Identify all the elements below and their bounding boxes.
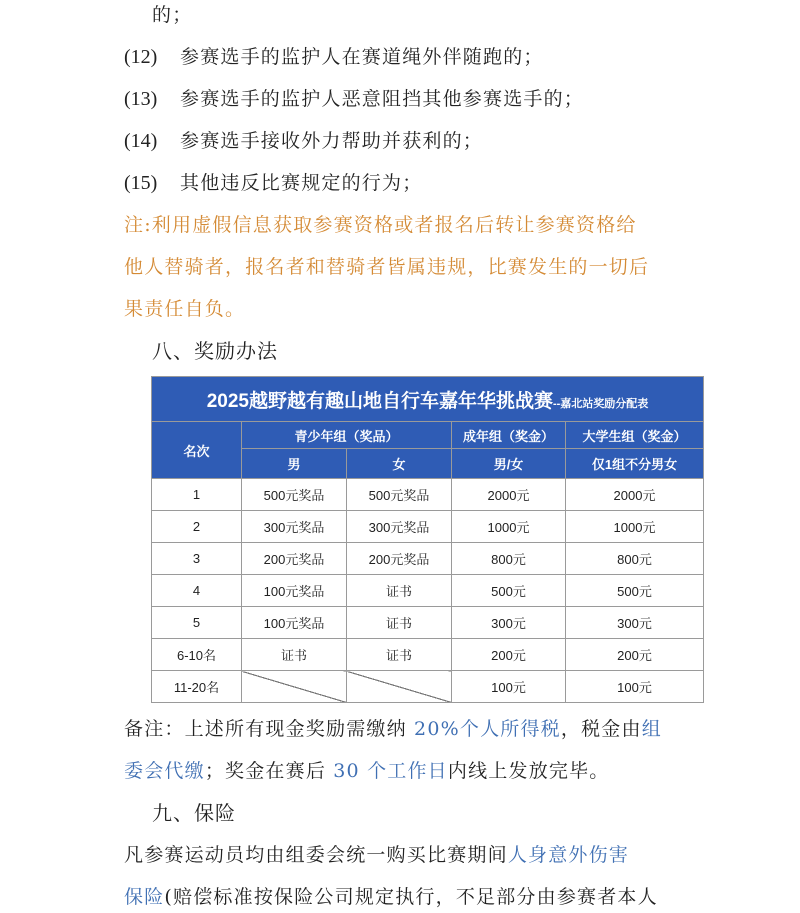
cell-male-empty-diagonal bbox=[242, 671, 347, 703]
remark-tax-highlight: 20%个人所得税 bbox=[414, 718, 561, 740]
item-number: (13) bbox=[124, 88, 158, 110]
subheader-adult: 男/女 bbox=[452, 449, 566, 479]
award-table-title bbox=[152, 377, 704, 422]
item-text: 其他违反比赛规定的行为； bbox=[180, 172, 423, 194]
remark-text: 备注：上述所有现金奖励需缴纳 bbox=[124, 718, 415, 740]
remark-committee-highlight: 组 bbox=[641, 718, 662, 740]
cell-adult: 200元 bbox=[452, 639, 566, 671]
violation-item-15 bbox=[124, 170, 422, 196]
insurance-text: 凡参赛运动员均由组委会统一购买比赛期间 bbox=[124, 844, 508, 866]
insurance-line-1 bbox=[124, 842, 629, 868]
cell-rank: 1 bbox=[152, 479, 242, 511]
cell-college: 200元 bbox=[566, 639, 704, 671]
cell-rank: 4 bbox=[152, 575, 242, 607]
cell-adult: 300元 bbox=[452, 607, 566, 639]
cell-rank: 11-20名 bbox=[152, 671, 242, 703]
subheader-female: 女 bbox=[347, 449, 452, 479]
remark-line-2 bbox=[124, 758, 610, 784]
header-adult: 成年组（奖金） bbox=[452, 422, 566, 449]
violation-item-12 bbox=[124, 44, 544, 70]
cell-male: 100元奖品 bbox=[242, 607, 347, 639]
cell-college: 800元 bbox=[566, 543, 704, 575]
item-number: (12) bbox=[124, 46, 158, 68]
cell-male: 300元奖品 bbox=[242, 511, 347, 543]
cell-college: 300元 bbox=[566, 607, 704, 639]
header-college: 大学生组（奖金） bbox=[566, 422, 704, 449]
header-rank: 名次 bbox=[152, 422, 242, 479]
item-text: 参赛选手的监护人恶意阻挡其他参赛选手的； bbox=[180, 88, 585, 110]
cell-female: 200元奖品 bbox=[347, 543, 452, 575]
subheader-male: 男 bbox=[242, 449, 347, 479]
cell-college: 2000元 bbox=[566, 479, 704, 511]
cell-adult: 100元 bbox=[452, 671, 566, 703]
insurance-highlight: 人身意外伤害 bbox=[507, 844, 630, 866]
section-heading-awards: 八、奖励办法 bbox=[152, 339, 278, 363]
item-text: 参赛选手的监护人在赛道绳外伴随跑的； bbox=[180, 46, 544, 68]
cell-female: 证书 bbox=[347, 575, 452, 607]
cell-female: 证书 bbox=[347, 639, 452, 671]
cell-female-empty-diagonal bbox=[347, 671, 452, 703]
item-number: (15) bbox=[124, 172, 158, 194]
insurance-text: (赔偿标准按保险公司规定执行，不足部分由参赛者本人 bbox=[164, 886, 658, 908]
table-row bbox=[152, 543, 704, 575]
cell-adult: 2000元 bbox=[452, 479, 566, 511]
table-row bbox=[152, 575, 704, 607]
remark-line-1 bbox=[124, 716, 662, 742]
lead-fragment: 的； bbox=[152, 4, 193, 26]
cell-adult: 1000元 bbox=[452, 511, 566, 543]
cell-male: 证书 bbox=[242, 639, 347, 671]
item-number: (14) bbox=[124, 130, 158, 152]
note-line-3: 果责任自负。 bbox=[124, 298, 246, 320]
section-heading-insurance: 九、保险 bbox=[152, 801, 236, 825]
violation-item-13 bbox=[124, 86, 584, 112]
cell-female: 证书 bbox=[347, 607, 452, 639]
table-row bbox=[152, 479, 704, 511]
cell-college: 1000元 bbox=[566, 511, 704, 543]
table-row bbox=[152, 671, 704, 703]
violation-item-14 bbox=[124, 128, 483, 154]
cell-rank: 5 bbox=[152, 607, 242, 639]
remark-text: ；奖金在赛后 bbox=[204, 760, 334, 782]
cell-female: 500元奖品 bbox=[347, 479, 452, 511]
cell-college: 500元 bbox=[566, 575, 704, 607]
insurance-line-2 bbox=[124, 884, 658, 910]
cell-rank: 6-10名 bbox=[152, 639, 242, 671]
insurance-highlight: 保险 bbox=[124, 886, 165, 908]
table-row bbox=[152, 607, 704, 639]
remark-committee-highlight: 委会代缴 bbox=[124, 760, 205, 782]
cell-rank: 3 bbox=[152, 543, 242, 575]
cell-rank: 2 bbox=[152, 511, 242, 543]
item-text: 参赛选手接收外力帮助并获利的； bbox=[180, 130, 484, 152]
note-line-1: 注:利用虚假信息获取参赛资格或者报名后转让参赛资格给 bbox=[124, 214, 637, 236]
cell-male: 200元奖品 bbox=[242, 543, 347, 575]
remark-text: ，税金由 bbox=[560, 718, 642, 740]
cell-college: 100元 bbox=[566, 671, 704, 703]
table-row bbox=[152, 639, 704, 671]
cell-male: 100元奖品 bbox=[242, 575, 347, 607]
header-youth: 青少年组（奖品） bbox=[242, 422, 452, 449]
table-row bbox=[152, 511, 704, 543]
cell-male: 500元奖品 bbox=[242, 479, 347, 511]
remark-days-highlight: 30 个工作日 bbox=[333, 760, 448, 782]
award-table-subtitle: --嘉北站奖励分配表 bbox=[552, 397, 649, 410]
cell-adult: 500元 bbox=[452, 575, 566, 607]
subheader-college: 仅1组不分男女 bbox=[566, 449, 704, 479]
remark-text: 内线上发放完毕。 bbox=[447, 760, 610, 782]
cell-adult: 800元 bbox=[452, 543, 566, 575]
cell-female: 300元奖品 bbox=[347, 511, 452, 543]
note-line-2: 他人替骑者，报名者和替骑者皆属违规，比赛发生的一切后 bbox=[124, 256, 650, 278]
award-table-title-text: 2025越野越有趣山地自行车嘉年华挑战赛 bbox=[206, 390, 553, 412]
award-table bbox=[151, 376, 704, 703]
